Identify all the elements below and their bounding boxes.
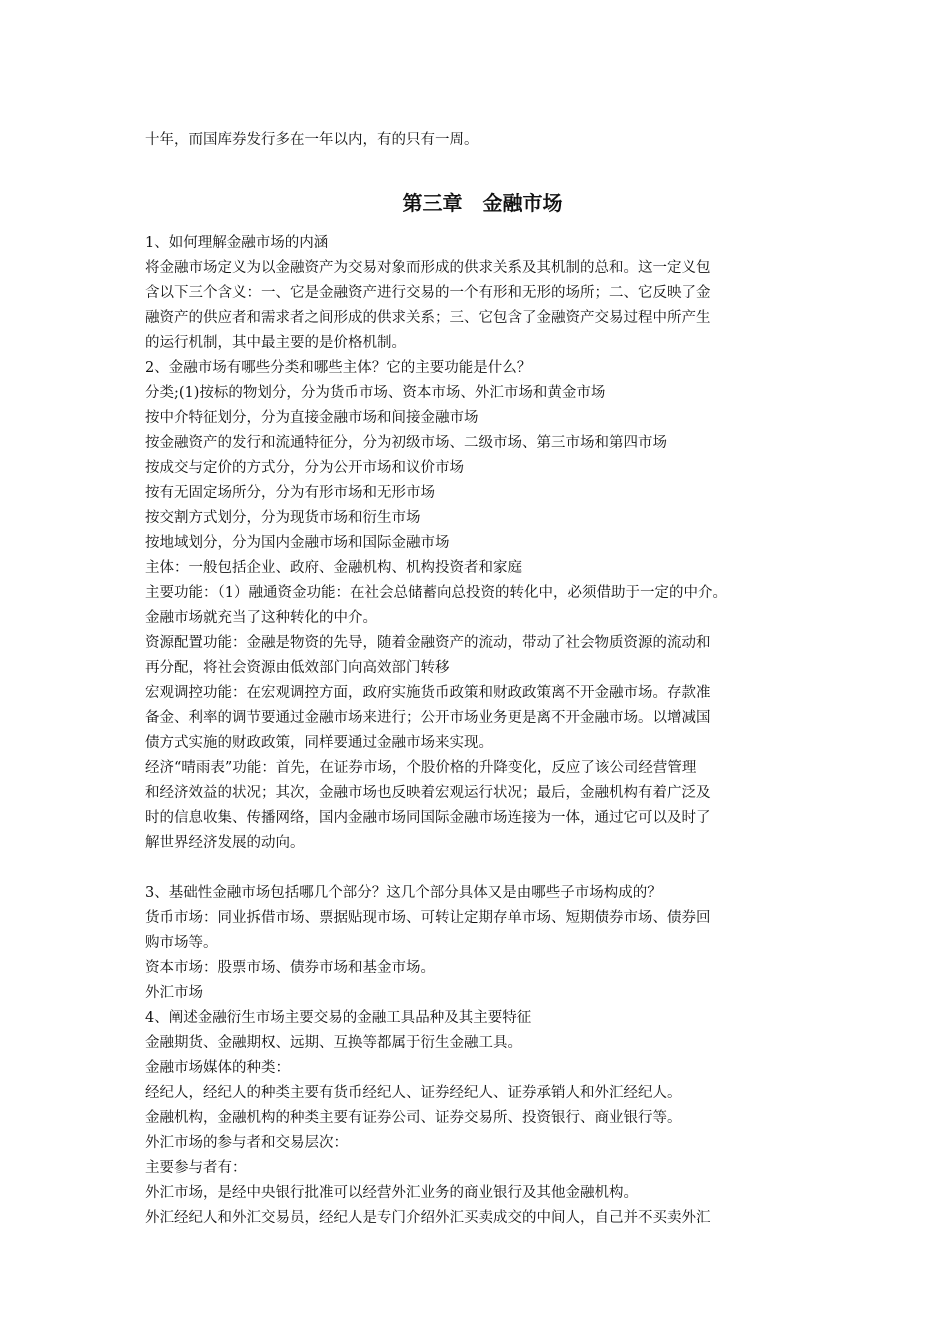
text-line: 含以下三个含义：一、它是金融资产进行交易的一个有形和无形的场所；二、它反映了金	[145, 285, 711, 301]
text-line: 主体：一般包括企业、政府、金融机构、机构投资者和家庭	[145, 560, 522, 576]
text-line: 2、金融市场有哪些分类和哪些主体？它的主要功能是什么？	[145, 360, 532, 376]
text-line: 外汇经纪人和外汇交易员，经纪人是专门介绍外汇买卖成交的中间人，自己并不买卖外汇	[145, 1210, 711, 1226]
text-line: 按有无固定场所分，分为有形市场和无形市场	[145, 485, 435, 501]
text-line: 资本市场：股票市场、债券市场和基金市场。	[145, 960, 435, 976]
text-line: 宏观调控功能：在宏观调控方面，政府实施货币政策和财政政策离不开金融市场。存款准	[145, 685, 711, 701]
blank-line	[145, 856, 820, 881]
text-line: 按金融资产的发行和流通特征分，分为初级市场、二级市场、第三市场和第四市场	[145, 435, 667, 451]
text-line: 1、如何理解金融市场的内涵	[145, 235, 329, 251]
text-line: 和经济效益的状况；其次，金融市场也反映着宏观运行状况；最后，金融机构有着广泛及	[145, 785, 711, 801]
text-line: 4、阐述金融衍生市场主要交易的金融工具品种及其主要特征	[145, 1010, 532, 1026]
text-line: 备金、利率的调节要通过金融市场来进行；公开市场业务更是离不开金融市场。以增减国	[145, 710, 711, 726]
text-line: 解世界经济发展的动向。	[145, 835, 305, 851]
text-line: 再分配，将社会资源由低效部门向高效部门转移	[145, 660, 450, 676]
text-line: 分类;(1)按标的物划分，分为货币市场、资本市场、外汇市场和黄金市场	[145, 385, 606, 401]
text-line: 按交割方式划分，分为现货市场和衍生市场	[145, 510, 421, 526]
text-line: 债方式实施的财政政策，同样要通过金融市场来实现。	[145, 735, 493, 751]
text-line: 的运行机制，其中最主要的是价格机制。	[145, 335, 406, 351]
text-line: 外汇市场，是经中央银行批准可以经营外汇业务的商业银行及其他金融机构。	[145, 1185, 638, 1201]
text-line: 外汇市场的参与者和交易层次：	[145, 1135, 348, 1151]
text-line: 3、基础性金融市场包括哪几个部分？这几个部分具体又是由哪些子市场构成的？	[145, 885, 662, 901]
text-line: 主要功能：（1）融通资金功能：在社会总储蓄向总投资的转化中，必须借助于一定的中介。	[145, 585, 727, 601]
text-line: 金融期货、金融期权、远期、互换等都属于衍生金融工具。	[145, 1035, 522, 1051]
intro-section	[145, 128, 820, 153]
text-line: 时的信息收集、传播网络，国内金融市场同国际金融市场连接为一体，通过它可以及时了	[145, 810, 711, 826]
text-line: 将金融市场定义为以金融资产为交易对象而形成的供求关系及其机制的总和。这一定义包	[145, 260, 711, 276]
text-line: 按中介特征划分，分为直接金融市场和间接金融市场	[145, 410, 479, 426]
text-line: 金融机构，金融机构的种类主要有证券公司、证券交易所、投资银行、商业银行等。	[145, 1110, 682, 1126]
chapter-title: 第三章 金融市场	[402, 191, 563, 215]
text-line: 金融市场就充当了这种转化的中介。	[145, 610, 377, 626]
text-line: 按成交与定价的方式分，分为公开市场和议价市场	[145, 460, 464, 476]
text-line: 货币市场：同业拆借市场、票据贴现市场、可转让定期存单市场、短期债券市场、债券回	[145, 910, 711, 926]
text-line: 购市场等。	[145, 935, 218, 951]
text-line: 经纪人，经纪人的种类主要有货币经纪人、证券经纪人、证券承销人和外汇经纪人。	[145, 1085, 682, 1101]
text-line: 融资产的供应者和需求者之间形成的供求关系；三、它包含了金融资产交易过程中所产生	[145, 310, 711, 326]
text-line: 金融市场媒体的种类：	[145, 1060, 290, 1076]
text-line: 按地域划分，分为国内金融市场和国际金融市场	[145, 535, 450, 551]
text-line: 主要参与者有：	[145, 1160, 247, 1176]
text-line: 十年，而国库券发行多在一年以内，有的只有一周。	[145, 132, 479, 148]
section-questions-3-4	[145, 881, 820, 1231]
text-line: 资源配置功能：金融是物资的先导，随着金融资产的流动，带动了社会物质资源的流动和	[145, 635, 711, 651]
text-line: 经济“晴雨表”功能：首先，在证券市场，个股价格的升降变化，反应了该公司经营管理	[145, 760, 697, 776]
section-questions-1-2	[145, 231, 820, 856]
text-line: 外汇市场	[145, 985, 203, 1001]
